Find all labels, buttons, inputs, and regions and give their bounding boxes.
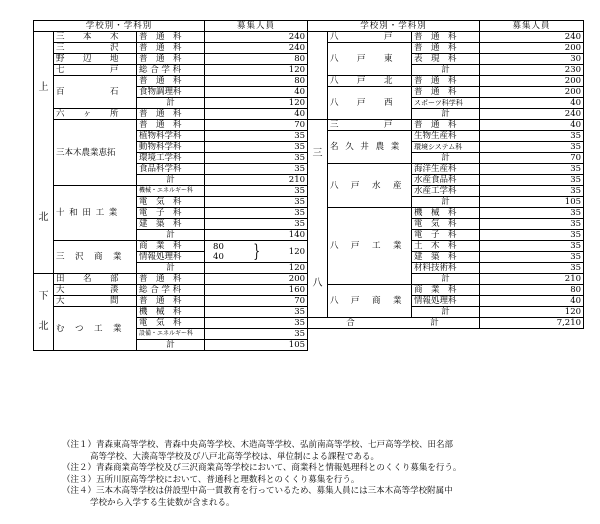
quota: 200 [480, 43, 584, 54]
quota: 40 [205, 109, 308, 120]
subject: 普 通 科 [137, 296, 205, 307]
header-school-subject: 学校別・学科別 [34, 21, 205, 32]
school-misawa: 三 沢 [54, 43, 137, 54]
subject: 普 通 科 [412, 120, 480, 131]
quota: 35 [205, 197, 308, 208]
subject: 普 通 科 [137, 43, 205, 54]
quota: 35 [205, 164, 308, 175]
school-towada-kogyo: 十 和 田 工 業 [54, 186, 137, 241]
subject: 電 子 科 [137, 208, 205, 219]
quota: 35 [205, 307, 308, 318]
quota: 35 [480, 131, 584, 142]
quota: 35 [205, 153, 308, 164]
quota: 240 [205, 43, 308, 54]
subject: 普 通 科 [137, 120, 205, 131]
subject: 植物科学科 [137, 131, 205, 142]
quota: 35 [480, 142, 584, 153]
subject: 電 気 科 [412, 219, 480, 230]
school-rokkasho: 六 ヶ 所 [54, 109, 137, 120]
school-sanbongi: 三 本 木 [54, 32, 137, 43]
header-quota: 募集人員 [480, 21, 584, 32]
quota: 40 [480, 296, 584, 307]
subject: 材料技術科 [412, 263, 480, 274]
quota: 35 [205, 219, 308, 230]
subject: 情報処理科 [137, 252, 205, 263]
quota: 35 [480, 164, 584, 175]
quota: 120 [205, 98, 308, 109]
quota: 40 [205, 87, 308, 98]
subject: 動物科学科 [137, 142, 205, 153]
subtotal-label: 計 [412, 274, 480, 285]
region-blank [308, 32, 328, 120]
sub-quota: 40 [213, 251, 224, 262]
quota: 30 [480, 54, 584, 65]
quota: 200 [480, 87, 584, 98]
subject: 商 業 科 [412, 285, 480, 296]
quota: 40 [480, 98, 584, 109]
school-hachinohe-suisan: 八 戸 水 産 [328, 164, 412, 208]
quota: 40 [480, 120, 584, 131]
subject: 電 気 科 [137, 197, 205, 208]
note-3: （注３）五所川原高等学校において、普通科と理数科とのくくり募集を行う。 [62, 474, 360, 485]
subject: 環境システム科 [412, 142, 480, 153]
school-shichinohe: 七 戸 [54, 65, 137, 76]
subtotal-label: 計 [412, 109, 480, 120]
grand-total: 7,210 [480, 318, 584, 329]
grand-total-label: 合 計 [308, 318, 480, 329]
school-hachinohe-kita: 八 戸 北 [328, 76, 412, 87]
header-school-subject: 学校別・学科別 [308, 21, 480, 32]
subject: 建 築 科 [137, 219, 205, 230]
school-misawa-shogyo: 三 沢 商 業 [54, 241, 137, 274]
region-shimokita: 下 北 [34, 274, 54, 351]
subject: 土 木 科 [412, 241, 480, 252]
quota: 35 [205, 329, 308, 340]
header-quota: 募集人員 [205, 21, 308, 32]
quota: 70 [205, 296, 308, 307]
note-1-cont: 高等学校、大湊高等学校及び八戸北高等学校は、単位制による課程である。 [90, 451, 380, 462]
school-oma: 大 間 [54, 296, 137, 307]
school-hachinohe-higashi: 八 戸 東 [328, 43, 412, 76]
brace-icon: } [252, 240, 260, 262]
subject: 機 械 科 [412, 208, 480, 219]
quota: 160 [205, 285, 308, 296]
school-ominato: 大 湊 [54, 285, 137, 296]
footnotes [62, 440, 582, 509]
quota: 35 [480, 186, 584, 197]
subject: 商 業 科 [137, 241, 205, 252]
subject: 普 通 科 [412, 76, 480, 87]
subtotal-label: 計 [137, 340, 205, 351]
subject: スポーツ科学科 [412, 98, 480, 109]
subject: 普 通 科 [137, 54, 205, 65]
quota: 35 [205, 131, 308, 142]
quota: 35 [480, 241, 584, 252]
subject: 普 通 科 [412, 32, 480, 43]
subject: 普 通 科 [137, 32, 205, 43]
quota: 80 [205, 54, 308, 65]
quota: 120 [205, 263, 308, 274]
quota: 35 [205, 208, 308, 219]
subtotal-label: 計 [137, 175, 205, 186]
quota: 70 [480, 153, 584, 164]
school-hachinohe-shogyo: 八 戸 商 業 [328, 285, 412, 318]
quota: 240 [205, 32, 308, 43]
quota: 200 [480, 76, 584, 87]
subject: 普 通 科 [137, 109, 205, 120]
subject: 海洋生産科 [412, 164, 480, 175]
quota: 105 [205, 340, 308, 351]
subject: 水産工学科 [412, 186, 480, 197]
subtotal-label: 計 [137, 230, 205, 241]
quota: 200 [205, 274, 308, 285]
subject: 普 通 科 [412, 43, 480, 54]
quota: 35 [205, 142, 308, 153]
note-2: （注２）青森商業高等学校及び三沢商業高等学校において、商業科と情報処理科とのくくり募集を行う。 [62, 463, 462, 473]
note-4: （注４）三本木高等学校は併設型中高一貫教育を行っているため、募集人員には三本木高等学校附属中 [62, 486, 453, 496]
subject: 機 械 科 [137, 307, 205, 318]
quota: 35 [480, 252, 584, 263]
quota: 35 [205, 186, 308, 197]
school-sanbongi-nogyo: 三本木農業恵拓 [54, 120, 137, 186]
quota: 35 [480, 219, 584, 230]
quota: 80 [205, 76, 308, 87]
school-sannohe: 三 戸 [328, 120, 412, 131]
subtotal-label: 計 [412, 65, 480, 76]
subtotal-label: 計 [412, 307, 480, 318]
subject: 総 合 学 科 [137, 65, 205, 76]
subtotal-label: 計 [137, 98, 205, 109]
subject: 食品科学科 [137, 164, 205, 175]
school-noheji: 野 辺 地 [54, 54, 137, 65]
school-hachinohe-nishi: 八 戸 西 [328, 87, 412, 120]
sub-quota: 80 [213, 241, 224, 252]
subject: 情報処理科 [412, 296, 480, 307]
quota: 35 [205, 318, 308, 329]
subject: 総 合 学 科 [137, 285, 205, 296]
school-nakui-nogyo: 名 久 井 農 業 [328, 131, 412, 164]
quota: 240 [480, 32, 584, 43]
note-4-cont: 学校から入学する生徒数が含まれる。 [90, 497, 235, 508]
quota: 210 [205, 175, 308, 186]
subject: 普 通 科 [137, 76, 205, 87]
subject: 電 子 科 [412, 230, 480, 241]
school-mutsu-kogyo: む つ 工 業 [54, 307, 137, 351]
quota: 120 [480, 307, 584, 318]
subject: 建 築 科 [412, 252, 480, 263]
quota: 120 [205, 65, 308, 76]
subject: 環境工学科 [137, 153, 205, 164]
subject: 電 気 科 [137, 318, 205, 329]
subject: 設備・エネルギー科 [137, 329, 205, 340]
quota: 35 [480, 230, 584, 241]
subtotal-label: 計 [412, 197, 480, 208]
grouped-quota [205, 241, 308, 263]
left-quota-table [33, 20, 308, 351]
quota: 230 [480, 65, 584, 76]
subject: 食物調理科 [137, 87, 205, 98]
subject: 表 現 科 [412, 54, 480, 65]
quota: 140 [205, 230, 308, 241]
subject: 機械・エネルギー科 [137, 186, 205, 197]
subject: 普 通 科 [137, 274, 205, 285]
region-kamikita: 上 北 [34, 32, 54, 274]
quota: 35 [480, 208, 584, 219]
subtotal-label: 計 [412, 153, 480, 164]
region-sannohe-hachinohe: 三 八 [308, 120, 328, 318]
note-1: （注１）青森東高等学校、青森中央高等学校、木造高等学校、弘前南高等学校、七戸高等学校、田名部 [62, 440, 454, 450]
school-tanabu: 田 名 部 [54, 274, 137, 285]
subtotal-label: 計 [137, 263, 205, 274]
quota: 240 [480, 109, 584, 120]
school-momoishi: 百 石 [54, 76, 137, 109]
quota: 210 [480, 274, 584, 285]
school-hachinohe: 八 戸 [328, 32, 412, 43]
quota: 35 [480, 263, 584, 274]
school-hachinohe-kogyo: 八 戸 工 業 [328, 208, 412, 285]
right-quota-table [307, 20, 584, 329]
quota: 70 [205, 120, 308, 131]
quota: 35 [480, 175, 584, 186]
quota: 80 [480, 285, 584, 296]
quota: 105 [480, 197, 584, 208]
subject: 水産食品科 [412, 175, 480, 186]
subject: 普 通 科 [412, 87, 480, 98]
subject: 生物生産科 [412, 131, 480, 142]
quota: 120 [288, 246, 306, 257]
